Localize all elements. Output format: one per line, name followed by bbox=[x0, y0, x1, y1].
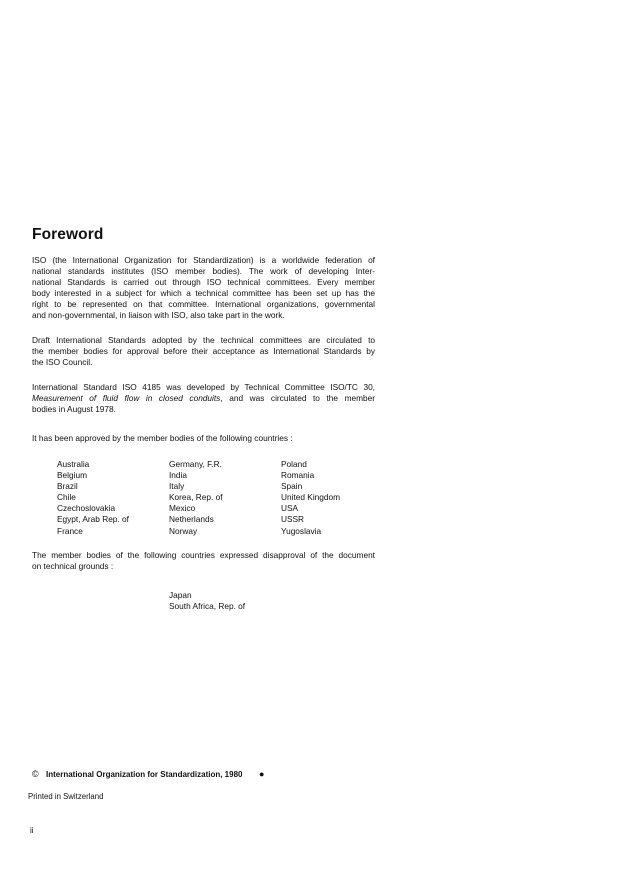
paragraph-standard-origin bbox=[32, 382, 375, 415]
text-line: the member bodies for approval before their acceptance as International Standards by bbox=[32, 345, 375, 356]
paragraph-disapproval bbox=[32, 550, 375, 572]
country-column bbox=[281, 459, 340, 537]
country-item: Japan bbox=[169, 590, 192, 600]
country-item: Brazil bbox=[57, 481, 78, 492]
country-item: Poland bbox=[281, 459, 307, 469]
text-line: bodies in August 1978. bbox=[32, 403, 116, 414]
text-line: It has been approved by the member bodies of the following countries : bbox=[32, 433, 293, 443]
paragraph-approval bbox=[32, 433, 375, 444]
disapproving-countries-list bbox=[169, 590, 245, 612]
country-item: Italy bbox=[169, 481, 185, 492]
country-item: United Kingdom bbox=[281, 492, 341, 503]
bullet-icon: ● bbox=[259, 769, 265, 779]
text-line: International Standard ISO 4185 was developed by Technical Committee ISO/TC 30, bbox=[32, 382, 375, 392]
country-item: Yugoslavia bbox=[281, 525, 322, 536]
country-item: Egypt, Arab Rep. of bbox=[57, 514, 129, 525]
country-item: India bbox=[169, 470, 187, 481]
country-item: Czechoslovakia bbox=[57, 503, 116, 514]
country-item: Chile bbox=[57, 492, 76, 503]
country-item: Netherlands bbox=[169, 514, 214, 525]
text-line: national standards institutes (ISO member bodies). The work of developing Inter- bbox=[32, 265, 375, 276]
text-line: on technical grounds : bbox=[32, 560, 114, 571]
country-column bbox=[169, 459, 223, 537]
country-item: France bbox=[57, 525, 83, 536]
country-column bbox=[57, 459, 129, 537]
text-line: national Standards is carried out through ISO technical committees. Every member bbox=[32, 276, 375, 287]
text-fragment: , and was circulated to the member bbox=[220, 392, 376, 403]
text-line bbox=[32, 393, 375, 404]
paragraph-iso-intro bbox=[32, 255, 375, 320]
text-line: and non-governmental, in liaison with ISO, also take part in the work. bbox=[32, 309, 285, 320]
foreword-title: Foreword bbox=[32, 226, 104, 243]
country-item: Belgium bbox=[57, 470, 87, 481]
country-item: Spain bbox=[281, 481, 303, 492]
country-item: USSR bbox=[281, 514, 305, 525]
country-item: Korea, Rep. of bbox=[169, 492, 223, 503]
country-item: USA bbox=[281, 503, 299, 514]
text-line: the ISO Council. bbox=[32, 356, 93, 367]
text-line: body interested in a subject for which a technical committee has been set up has the bbox=[32, 287, 375, 298]
copyright-text: International Organization for Standardization, 1980 bbox=[46, 770, 243, 779]
country-item: Germany, F.R. bbox=[169, 459, 222, 469]
country-item: Mexico bbox=[169, 503, 196, 514]
printed-in-notice: Printed in Switzerland bbox=[28, 792, 104, 801]
copyright-symbol: © bbox=[32, 769, 39, 779]
country-item: Romania bbox=[281, 470, 315, 481]
page-number: ii bbox=[30, 826, 34, 835]
committee-title: Measurement of fluid flow in closed conduits bbox=[32, 392, 221, 403]
paragraph-draft-standards bbox=[32, 335, 375, 368]
text-line: ISO (the International Organization for Standardization) is a worldwide federation of bbox=[32, 255, 375, 265]
text-line: Draft International Standards adopted by the technical committees are circulated to bbox=[32, 335, 375, 345]
country-item: Norway bbox=[169, 525, 198, 536]
text-line: right to be represented on that committee. International organizations, governmental bbox=[32, 298, 375, 309]
country-item: Australia bbox=[57, 459, 90, 469]
text-line: The member bodies of the following countries expressed disapproval of the document bbox=[32, 550, 375, 560]
country-item: South Africa, Rep. of bbox=[169, 601, 246, 612]
